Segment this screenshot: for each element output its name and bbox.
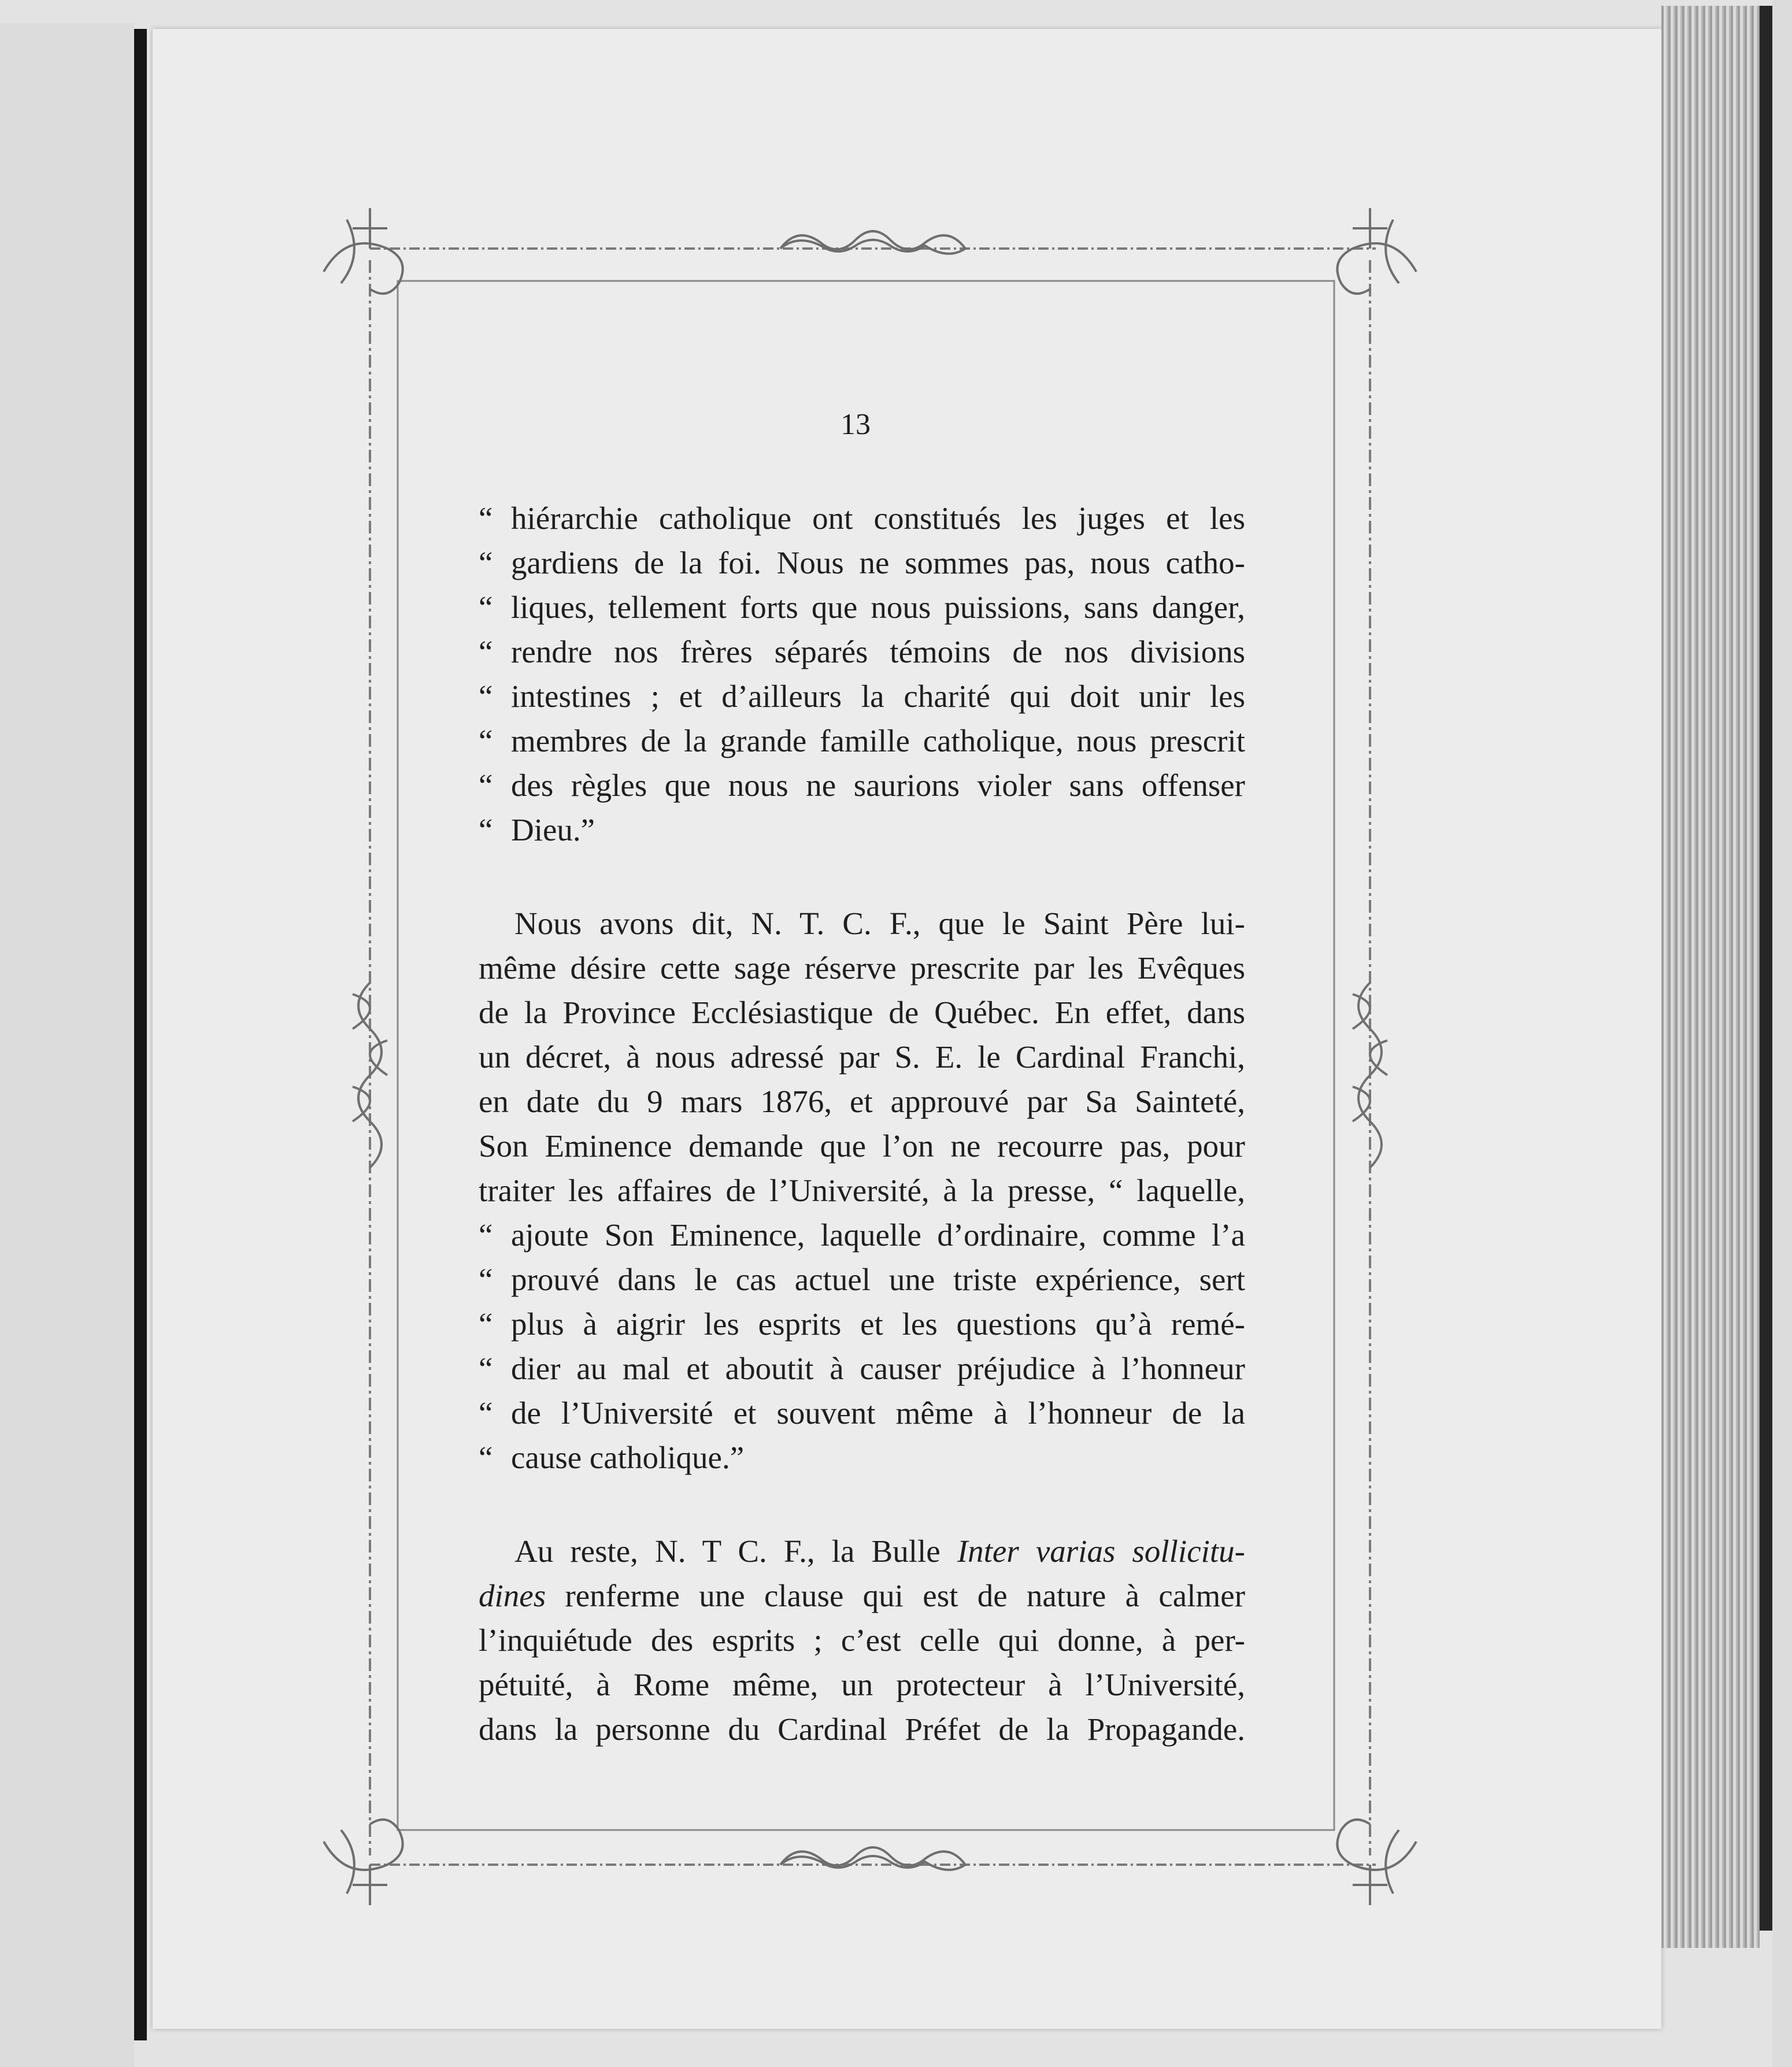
quote-mark: “ — [479, 1440, 493, 1475]
text-line: “ liques, tellement forts que nous puissions, sans danger, — [479, 585, 1245, 629]
body-text — [479, 496, 1245, 1751]
text-line: un décret, à nous adressé par S. E. le Cardinal Franchi, — [479, 1039, 1245, 1075]
text-line: en date du 9 mars 1876, et approuvé par Sa Sainteté, — [479, 1084, 1245, 1119]
quote-mark: “ — [479, 812, 493, 847]
quote-mark: “ — [479, 501, 493, 536]
text-line: “ membres de la grande famille catholique, nous prescrit — [479, 718, 1245, 763]
text-line: “ gardiens de la foi. Nous ne sommes pas, nous catho- — [479, 540, 1245, 585]
text-line: l’inquiétude des esprits ; c’est celle qui donne, à per- — [479, 1623, 1245, 1658]
quote-mark: “ — [479, 590, 493, 625]
text-line: de la Province Ecclésiastique de Québec. En effet, dans — [479, 995, 1245, 1030]
quote-mark: “ — [479, 723, 493, 758]
text-line: “ hiérarchie catholique ont constitués les juges et les — [479, 496, 1245, 540]
quote-mark: “ — [479, 1395, 493, 1431]
text-line: “ dier au mal et aboutit à causer préjudice à l’honneur — [479, 1346, 1245, 1391]
text-line: “ intestines ; et d’ailleurs la charité qui doit unir les — [479, 674, 1245, 718]
quote-mark: “ — [479, 1217, 493, 1253]
text-line: “ de l’Université et souvent même à l’honneur de la — [479, 1391, 1245, 1435]
quote-mark: “ — [479, 634, 493, 669]
text-line: Au reste, N. T C. F., la Bulle Inter varias sollicitu- — [514, 1533, 1245, 1569]
quote-mark: “ — [479, 1306, 493, 1342]
paragraph-3 — [479, 1529, 1245, 1751]
quote-mark: “ — [479, 545, 493, 580]
text-line: “ des règles que nous ne saurions violer sans offenser — [479, 763, 1245, 807]
text-line: dines renferme une clause qui est de nature à calmer — [479, 1578, 1246, 1613]
italic-title: dines — [479, 1578, 546, 1613]
text-line: “ cause catholique.” — [479, 1435, 1245, 1480]
text-line: “ plus à aigrir les esprits et les questions qu’à remé- — [479, 1302, 1245, 1346]
text-line: “ ajoute Son Eminence, laquelle d’ordinaire, comme l’a — [479, 1213, 1245, 1257]
text-line: même désire cette sage réserve prescrite par les Evêques — [479, 950, 1245, 986]
text-line: traiter les affaires de l’Université, à la presse, “ laquelle, — [479, 1173, 1245, 1208]
quote-mark: “ — [479, 679, 493, 714]
text-line: pétuité, à Rome même, un protecteur à l’Université, — [479, 1667, 1245, 1702]
quote-mark: “ — [479, 768, 493, 803]
text-line: dans la personne du Cardinal Préfet de la Propagande. — [479, 1712, 1245, 1747]
paragraph-2 — [479, 901, 1245, 1480]
text-line: Son Eminence demande que l’on ne recourre pas, pour — [479, 1128, 1245, 1164]
text-line: “ Dieu.” — [479, 807, 1245, 852]
italic-title: Inter varias sollicitu- — [957, 1533, 1245, 1569]
text-line: Nous avons dit, N. T. C. F., que le Saint Père lui- — [514, 906, 1245, 941]
quote-mark: “ — [479, 1351, 493, 1386]
paragraph-1 — [479, 496, 1245, 852]
page-number: 13 — [841, 408, 871, 441]
text-line: “ prouvé dans le cas actuel une triste expérience, sert — [479, 1257, 1245, 1302]
text-line: “ rendre nos frères séparés témoins de nos divisions — [479, 629, 1245, 674]
quote-mark: “ — [479, 1262, 493, 1297]
